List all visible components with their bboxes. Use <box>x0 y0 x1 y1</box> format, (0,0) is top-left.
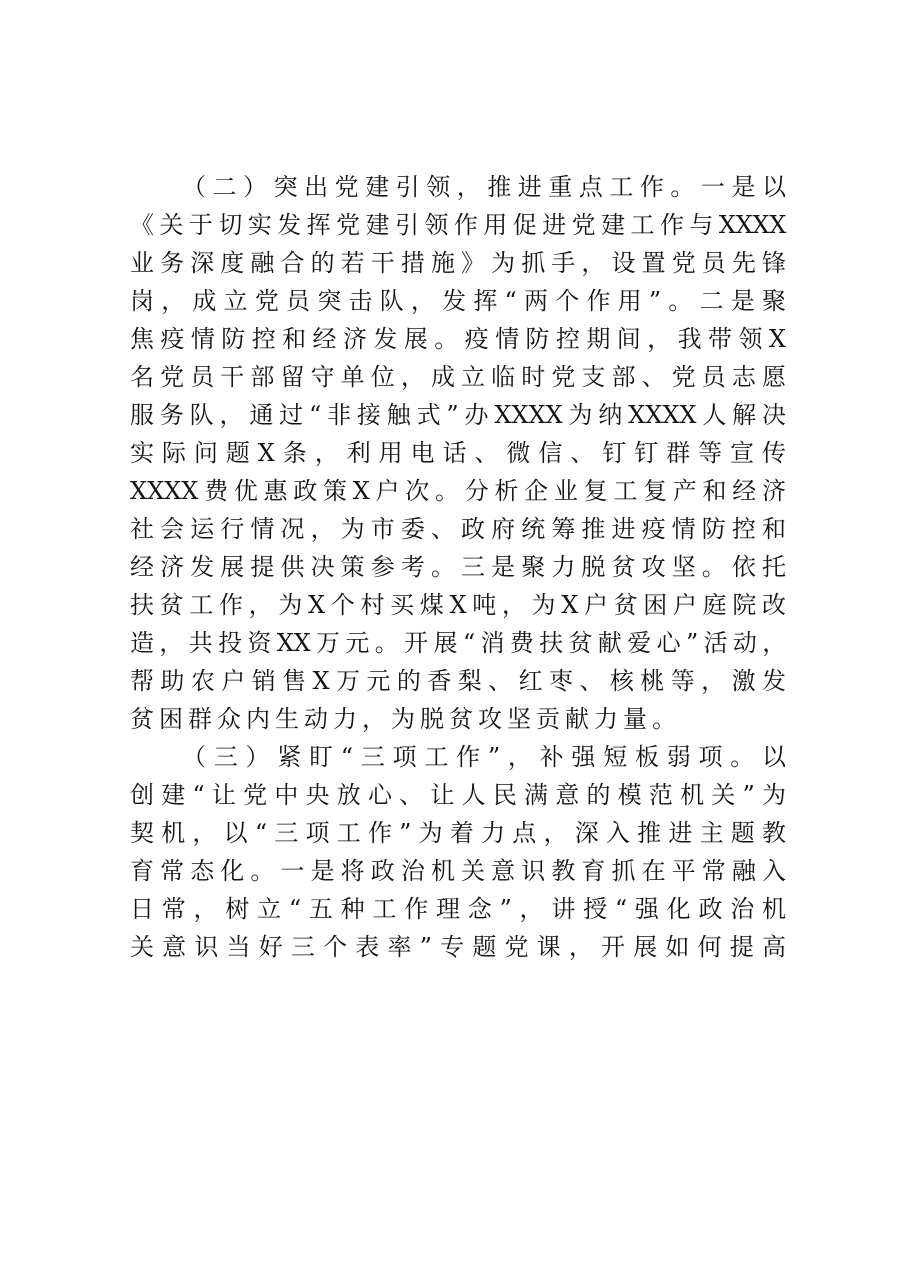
text-line: 创建“让党中央放心、让人民满意的模范机关”为 <box>130 781 786 809</box>
text-line: （三）紧盯“三项工作”，补强短板弱项。以 <box>182 743 786 771</box>
text-line: 帮助农户销售X万元的香梨、红枣、核桃等，激发 <box>130 667 786 695</box>
text-line: 贫困群众内生动力，为脱贫攻坚贡献力量。 <box>130 705 681 733</box>
text-line: 社会运行情况，为市委、政府统筹推进疫情防控和 <box>130 515 786 543</box>
document-body <box>130 168 786 966</box>
text-line: 服务队，通过“非接触式”办XXXX为纳XXXX人解决 <box>130 401 786 429</box>
text-line: 造，共投资XX万元。开展“消费扶贫献爱心”活动， <box>130 629 786 657</box>
text-line: 《关于切实发挥党建引领作用促进党建工作与XXXX <box>130 211 786 239</box>
text-line: 经济发展提供决策参考。三是聚力脱贫攻坚。依托 <box>130 553 786 581</box>
text-line: 业务深度融合的若干措施》为抓手，设置党员先锋 <box>130 249 786 277</box>
paragraph-3 <box>130 738 786 966</box>
text-line: XXXX费优惠政策X户次。分析企业复工复产和经济 <box>130 477 786 505</box>
text-line: 岗，成立党员突击队，发挥“两个作用”。二是聚 <box>130 287 786 315</box>
text-line: 关意识当好三个表率”专题党课，开展如何提高 <box>130 933 786 961</box>
text-line: 实际问题X条，利用电话、微信、钉钉群等宣传 <box>130 439 786 467</box>
paragraph-2 <box>130 168 786 738</box>
text-line: 名党员干部留守单位，成立临时党支部、党员志愿 <box>130 363 786 391</box>
text-line: （二）突出党建引领，推进重点工作。一是以 <box>182 173 786 201</box>
text-line: 日常，树立“五种工作理念”，讲授“强化政治机 <box>130 895 786 923</box>
text-line: 扶贫工作，为X个村买煤X吨，为X户贫困户庭院改 <box>130 591 786 619</box>
text-line: 育常态化。一是将政治机关意识教育抓在平常融入 <box>130 857 786 885</box>
text-line: 焦疫情防控和经济发展。疫情防控期间，我带领X <box>130 325 786 353</box>
text-line: 契机，以“三项工作”为着力点，深入推进主题教 <box>130 819 786 847</box>
